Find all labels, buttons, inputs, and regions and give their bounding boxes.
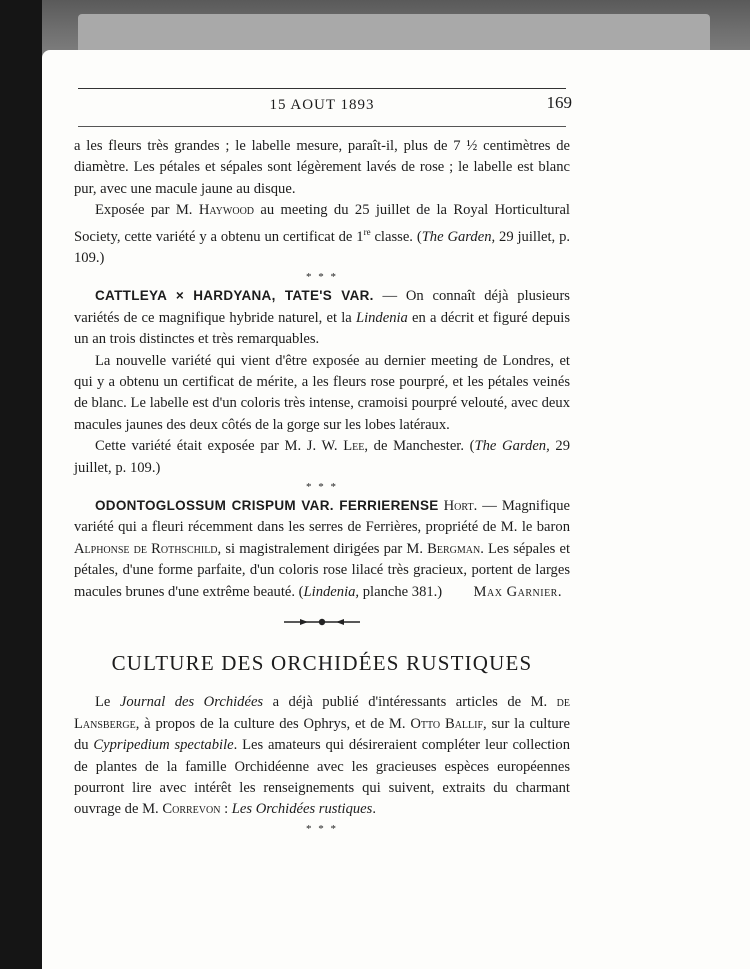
person-name: Otto Ballif — [410, 715, 484, 732]
paragraph-continuation: a les fleurs très grandes ; le labelle mesure, paraît-il, plus de 7 ½ centimètres de diamètre. Les pétales et sépales sont légèrement lavés de rose ; le labelle est blanc pur, avec une macule jaune au disque. — [74, 138, 570, 197]
article-body — [74, 136, 570, 837]
source-citation: The Garden, — [421, 228, 496, 245]
author-signature: Max Garnier. — [473, 583, 562, 600]
section-title: CULTURE DES ORCHIDÉES RUSTIQUES — [111, 650, 533, 675]
paragraph-culture-intro: Le Journal des Orchidées a déjà publié d'intéressants articles de M. de Lansberge, à propos de la culture des Ophrys, et de M. Otto Ballif, sur la culture du Cypripedium spectabile. Les amateurs qui désireraient compléter leur collection de plantes de la famille Orchidéenne avec les gracieuses espèces européennes pourront lire avec intérêt les renseignements qui suivent, extraits du charmant ouvrage de M. Correvon : Les Orchidées rustiques. — [74, 694, 571, 818]
person-name: Alphonse de Rothschild — [74, 540, 218, 557]
species-name: Cypripedium spectabile — [93, 737, 234, 754]
paragraph-cattleya: CATTLEYA × HARDYANA, TATE'S VAR. — On connaît déjà plusieurs variétés de ce magnifique hybride naturel, et la Lindenia en a décrit et figuré depuis un an trois distinctes et très remarquables. — [74, 288, 570, 348]
asterism-3: * * * — [306, 822, 338, 835]
book-title: Les Orchidées rustiques — [231, 801, 373, 818]
person-name: Lee — [343, 438, 365, 455]
asterism-1: * * * — [306, 271, 338, 284]
paragraph-odontoglossum: ODONTOGLOSSUM CRISPUM VAR. FERRIERENSE Hort. — Magnifique variété qui a fleuri récemment dans les serres de Ferrières, propriété de M. le baron Alphonse de Rothschild, si magistralement dirigées par M. Bergman. Les sépales et pétales, d'une forme parfaite, d'un coloris rose lilacé très gracieux, portent de larges macules brunes d'une extrême beauté. (Lindenia, planche 381.) Max Garnier. — [74, 495, 570, 603]
person-name: Bergman — [427, 540, 481, 557]
asterism-2: * * * — [306, 480, 338, 493]
paragraph-haywood: Exposée par M. Haywood au meeting du 25 juillet de la Royal Horticultural Society, cette variété y a obtenu un certificat de 1re classe. (The Garden, 29 juillet, p. 109.) — [74, 202, 571, 266]
entry-heading-odontoglossum: ODONTOGLOSSUM CRISPUM VAR. FERRIERENSE — [95, 497, 439, 513]
running-head-date: 15 AOUT 1893 — [269, 97, 375, 113]
section-divider-ornament — [74, 609, 570, 633]
running-head — [78, 88, 572, 113]
ornament-icon — [282, 616, 362, 628]
paragraph-cattleya-exhibitor: Cette variété était exposée par M. J. W. Lee, de Manchester. (The Garden, 29 juillet, p. 109.) — [74, 438, 570, 476]
person-name: Correvon — [162, 801, 221, 818]
person-name: de Lansberge — [74, 694, 571, 732]
page-number: 169 — [546, 93, 572, 112]
person-name: Haywood — [198, 202, 255, 219]
entry-heading-cattleya: CATTLEYA × HARDYANA, TATE'S VAR. — [95, 288, 374, 304]
running-head-rule — [78, 126, 566, 127]
source-citation: Lindenia, — [303, 583, 360, 600]
source-citation: The Garden, — [474, 438, 550, 455]
scanner-left-frame — [0, 0, 42, 969]
journal-title: Journal des Orchidées — [119, 694, 264, 711]
paragraph-cattleya-description: La nouvelle variété qui vient d'être exposée au dernier meeting de Londres, et qui y a obtenu un certificat de mérite, a les fleurs rose pourpré, et les pétales veinés de blanc. Le labelle est d'un coloris très intense, cramoisi pourpré velouté, avec deux macules jaunes des deux côtés de la gorge sur les lobes latéraux. — [74, 352, 570, 433]
